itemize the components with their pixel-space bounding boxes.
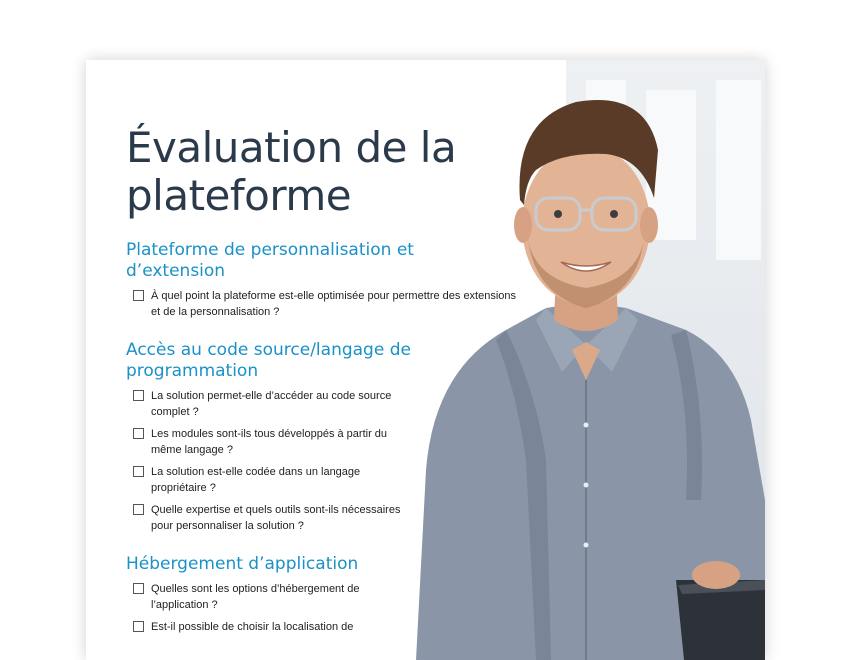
checkbox[interactable]: [133, 428, 144, 439]
checklist: [126, 288, 526, 320]
checklist-item-text: Quelles sont les options d’hébergement de l’application ?: [151, 583, 360, 611]
section-code-source: [126, 340, 526, 534]
checkbox[interactable]: [133, 290, 144, 301]
checklist-item-text: Est-il possible de choisir la localisation de: [151, 621, 354, 633]
document-page: [86, 60, 765, 660]
checklist-item-text: À quel point la plateforme est-elle optimisée pour permettre des extensions et de la personnalisation ?: [151, 290, 517, 318]
checklist: [126, 388, 526, 534]
checklist-item: [126, 288, 526, 320]
page-title: Évaluation de la plateforme: [126, 123, 457, 220]
document-content: [126, 124, 526, 641]
checklist-item-text: La solution permet-elle d’accéder au code source complet ?: [151, 390, 392, 418]
checklist-item: [126, 464, 526, 496]
checkbox[interactable]: [133, 466, 144, 477]
section-heading: Hébergement d’application: [126, 554, 359, 574]
checkbox[interactable]: [133, 390, 144, 401]
checkbox[interactable]: [133, 621, 144, 632]
section-heading: Accès au code source/langage de programmation: [126, 340, 411, 381]
section-heading: Plateforme de personnalisation et d’extension: [126, 240, 414, 281]
checklist-item-text: Quelle expertise et quels outils sont-ils nécessaires pour personnaliser la solution ?: [151, 504, 401, 532]
checklist-item: [126, 426, 526, 458]
checklist-item: [126, 581, 526, 613]
checklist-item-text: La solution est-elle codée dans un langage propriétaire ?: [151, 466, 361, 494]
section-personnalisation: [126, 240, 526, 320]
checkbox[interactable]: [133, 504, 144, 515]
checklist-item: [126, 388, 526, 420]
checklist-item-text: Les modules sont-ils tous développés à partir du même langage ?: [151, 428, 388, 456]
section-hebergement: [126, 554, 526, 635]
checklist-item: [126, 502, 526, 534]
checklist: [126, 581, 526, 635]
checkbox[interactable]: [133, 583, 144, 594]
checklist-item: [126, 619, 526, 635]
